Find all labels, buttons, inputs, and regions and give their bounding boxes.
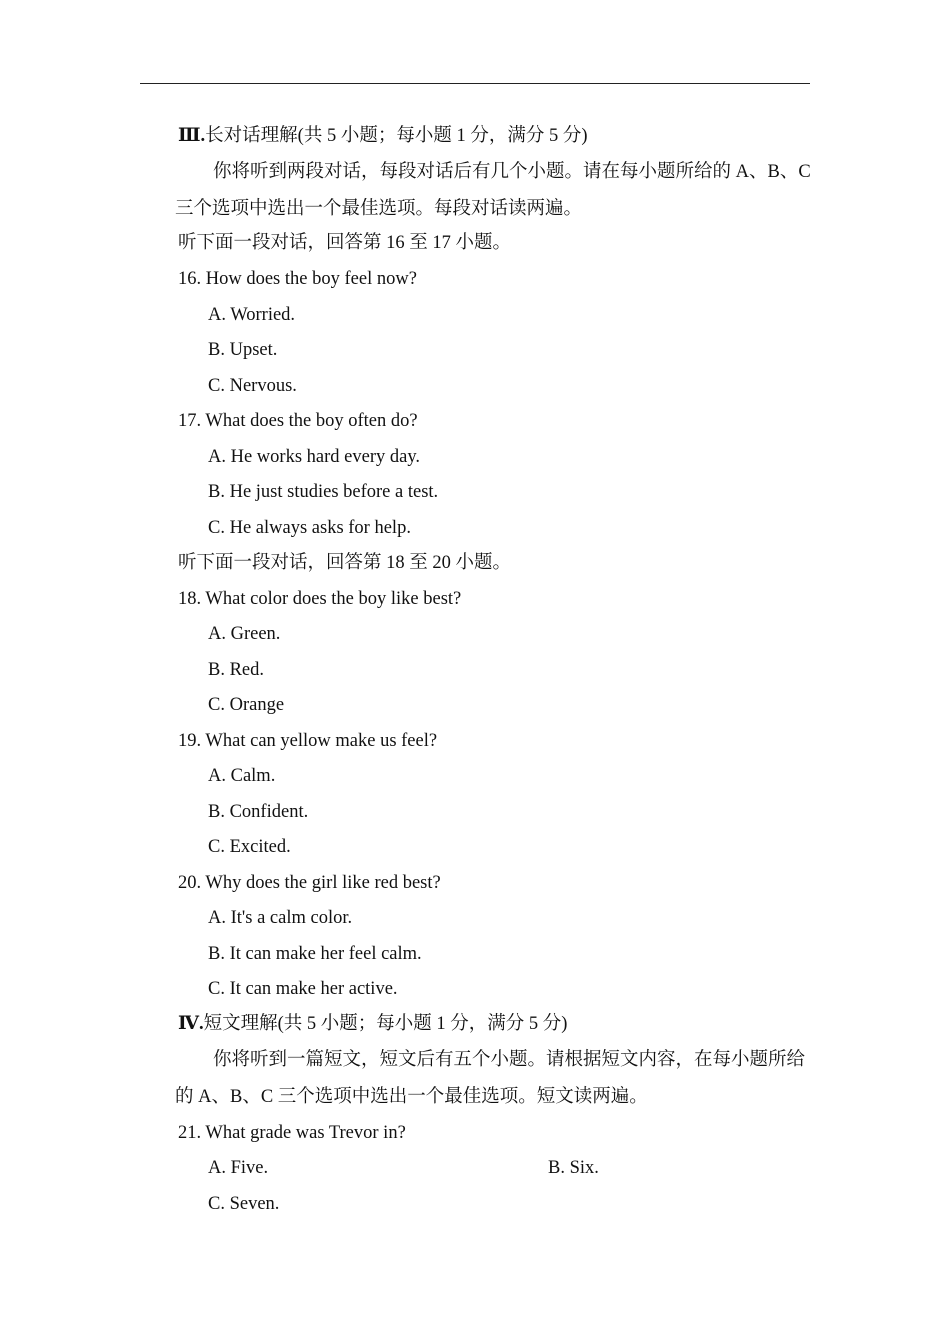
section-4-numeral: Ⅳ. — [178, 1014, 204, 1034]
question-18-option-b: B. Red. — [208, 660, 265, 680]
question-16-option-b: B. Upset. — [208, 340, 278, 360]
section-3-numeral: Ⅲ. — [178, 126, 206, 146]
section-4-instruction-line-1: 你将听到一篇短文，短文后有五个小题。请根据短文内容，在每小题所给 — [213, 1050, 806, 1070]
section-4-instruction-line-2: 的 A、B、C 三个选项中选出一个最佳选项。短文读两遍。 — [175, 1087, 648, 1107]
section-3-instruction-line-1: 你将听到两段对话，每段对话后有几个小题。请在每小题所给的 A、B、C — [213, 162, 811, 182]
question-20-option-a: A. It's a calm color. — [208, 908, 353, 928]
header-rule — [140, 83, 810, 84]
question-17-option-c: C. He always asks for help. — [208, 518, 411, 538]
section-4-title: 短文理解(共 5 小题；每小题 1 分，满分 5 分) — [203, 1014, 568, 1034]
question-21-option-c: C. Seven. — [208, 1194, 280, 1214]
question-20-option-b: B. It can make her feel calm. — [208, 944, 422, 964]
question-20-option-c: C. It can make her active. — [208, 979, 398, 999]
question-16-option-c: C. Nervous. — [208, 376, 297, 396]
section-4-heading — [178, 1012, 567, 1036]
dialogue-1-intro: 听下面一段对话，回答第 16 至 17 小题。 — [178, 233, 512, 253]
question-21-option-a: A. Five. — [208, 1158, 269, 1178]
question-16: 16. How does the boy feel now? — [178, 269, 417, 289]
question-19-option-a: A. Calm. — [208, 766, 276, 786]
question-17: 17. What does the boy often do? — [178, 411, 418, 431]
question-21-option-b: B. Six. — [548, 1158, 599, 1178]
question-19: 19. What can yellow make us feel? — [178, 731, 438, 751]
question-20: 20. Why does the girl like red best? — [178, 873, 441, 893]
question-18: 18. What color does the boy like best? — [178, 589, 462, 609]
dialogue-2-intro: 听下面一段对话，回答第 18 至 20 小题。 — [178, 553, 512, 573]
question-18-option-a: A. Green. — [208, 624, 281, 644]
section-3-instruction-line-2: 三个选项中选出一个最佳选项。每段对话读两遍。 — [175, 199, 583, 219]
question-21: 21. What grade was Trevor in? — [178, 1123, 406, 1143]
question-17-option-b: B. He just studies before a test. — [208, 482, 439, 502]
question-19-option-b: B. Confident. — [208, 802, 309, 822]
section-3-title: 长对话理解(共 5 小题；每小题 1 分，满分 5 分) — [205, 126, 588, 146]
question-19-option-c: C. Excited. — [208, 837, 291, 857]
question-18-option-c: C. Orange — [208, 695, 285, 715]
question-17-option-a: A. He works hard every day. — [208, 447, 420, 467]
section-3-heading — [178, 124, 587, 148]
question-16-option-a: A. Worried. — [208, 305, 296, 325]
